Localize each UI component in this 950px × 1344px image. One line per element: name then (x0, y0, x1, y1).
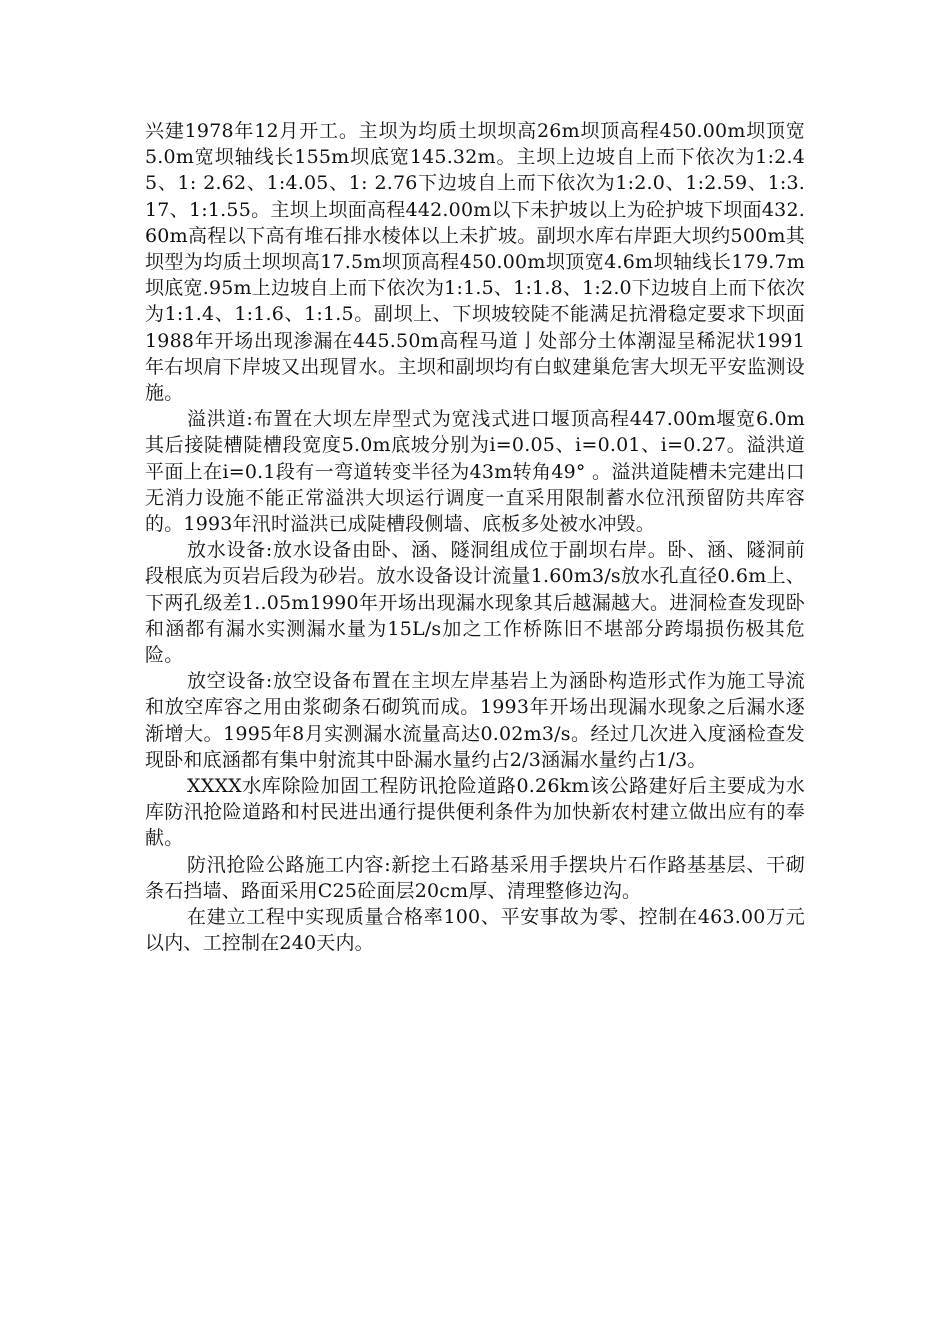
paragraph-main-dam-description: 兴建1978年12月开工。主坝为均质土坝坝高26m坝顶高程450.00m坝顶宽5.0m宽坝轴线长155m坝底宽145.32m。主坝上边坡自上而下依次为1:2.45、1: 2.62、1:4.05、1: 2.76下边坡自上而下依次为1:2.0、1:2.59、1:3.17、1:1.55。主坝上坝面高程442.00m以下未护坡以上为砼护坡下坝面432.60m高程以下高有堆石排水棱体以上未扩坡。副坝水库右岸距大坝约500m其坝型为均质土坝坝高17.5m坝顶高程450.00m坝顶宽4.6m坝轴线长179.7m坝底宽.95m上边坡自上而下依次为1:1.5、1:1.8、1:2.0下边坡自上而下依次为1:1.4、1:1.6、1:1.5。副坝上、下坝坡较陡不能满足抗滑稳定要求下坝面1988年开场出现渗漏在445.50m高程马道亅处部分土体潮湿呈稀泥状1991年右坝肩下岸坡又出现冒水。主坝和副坝均有白蚁建巢危害大坝无平安监测设施。 (145, 120, 805, 405)
paragraph-flood-road: XXXX水库除险加固工程防讯抢险道路0.26km该公路建好后主要成为水库防汛抢险道路和村民进出通行提供便利条件为加快新农村建立做出应有的奉献。 (145, 775, 805, 850)
document-page (145, 118, 805, 957)
paragraph-project-goals: 在建立工程中实现质量合格率100、平安事故为零、控制在463.00万元以内、工控制在240天内。 (145, 906, 805, 955)
paragraph-outlet-facility: 放水设备:放水设备由卧、涵、隧洞组成位于副坝右岸。卧、涵、隧洞前段根底为页岩后段为砂岩。放水设备设计流量1.60m3/s放水孔直径0.6m上、下两孔级差1..05m1990年开场出现漏水现象其后越漏越大。进洞检查发现卧和涵都有漏水实测漏水量为15L/s加之工作桥陈旧不堪部分跨塌损伤极其危险。 (145, 539, 805, 667)
paragraph-road-construction: 防汛抢险公路施工内容:新挖土石路基采用手摆块片石作路基基层、干砌条石挡墙、路面采用C25砼面层20cm厚、清理整修边沟。 (145, 853, 805, 902)
paragraph-drain-facility: 放空设备:放空设备布置在主坝左岸基岩上为涵卧构造形式作为施工导流和放空库容之用由浆砌条石砌筑而成。1993年开场出现漏水现象之后漏水逐渐增大。1995年8月实测漏水流量高达0.02m3/s。经过几次进入度涵检查发现卧和底涵都有集中射流其中卧漏水量约占2/3涵漏水量约占1/3。 (145, 670, 805, 771)
paragraph-spillway: 溢洪道:布置在大坝左岸型式为宽浅式进口堰顶高程447.00m堰宽6.0m其后接陡槽陡槽段宽度5.0m底坡分别为i=0.05、i=0.01、i=0.27。溢洪道平面上在i=0.1段有一弯道转变半径为43m转角49° 。溢洪道陡槽未完建出口无消力设施不能正常溢洪大坝运行调度一直采用限制蓄水位汛预留防共库容的。1993年汛时溢洪已成陡槽段侧墙、底板多处被水冲毁。 (145, 408, 805, 536)
